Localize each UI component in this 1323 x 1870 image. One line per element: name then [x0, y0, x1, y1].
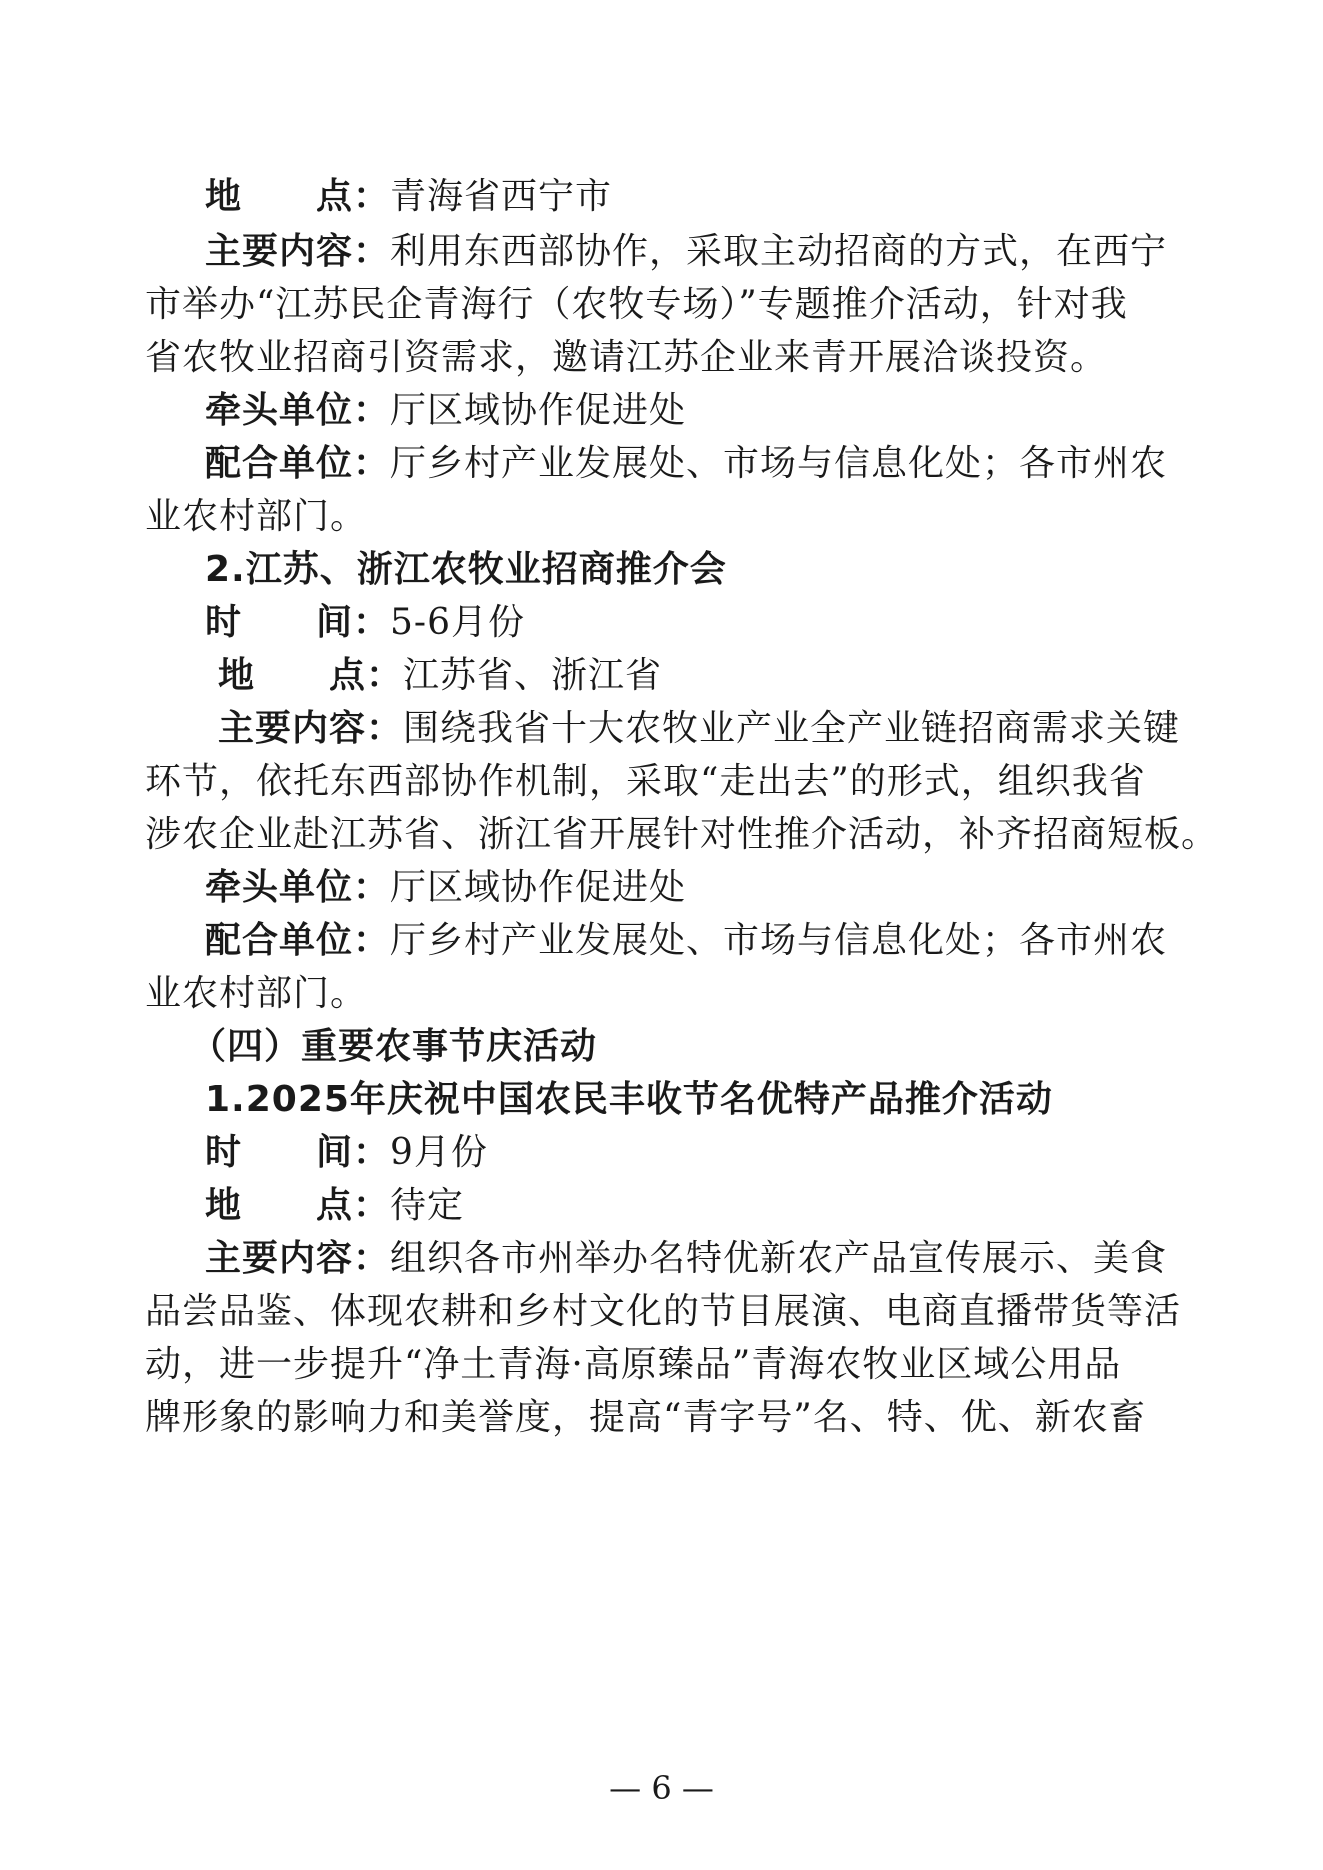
section-heading: （四）重要农事节庆活动 [190, 1026, 598, 1067]
content-text: 围绕我省十大农牧业产业全产业链招商需求关键 [403, 708, 1181, 749]
content-text: 利用东西部协作，采取主动招商的方式，在西宁 [390, 231, 1168, 272]
coop-line [205, 442, 1167, 486]
coop-line: 业农村部门。 [145, 973, 368, 1014]
content-line: 省农牧业招商引资需求，邀请江苏企业来青开展洽谈投资。 [145, 337, 1108, 378]
content-line [205, 1237, 1167, 1281]
page-number: — 6 — [609, 1769, 714, 1807]
location-label: 地 点： [218, 655, 404, 696]
time-line [205, 601, 525, 645]
location-line [205, 1184, 464, 1228]
location-label: 地 点： [205, 176, 391, 217]
section-title: 1.2025年庆祝中国农民丰收节名优特产品推介活动 [205, 1079, 1053, 1120]
coop-line: 业农村部门。 [145, 496, 368, 537]
content-line: 牌形象的影响力和美誉度，提高“青字号”名、特、优、新农畜 [145, 1397, 1146, 1438]
lead-label: 牵头单位： [205, 867, 391, 908]
content-line: 品尝品鉴、体现农耕和乡村文化的节目展演、电商直播带货等活 [145, 1291, 1182, 1332]
content-line: 环节，依托东西部协作机制，采取“走出去”的形式，组织我省 [145, 761, 1146, 802]
time-line [205, 1131, 488, 1175]
coop-label: 配合单位： [205, 920, 391, 961]
location-value: 待定 [390, 1185, 465, 1226]
coop-line [205, 919, 1167, 963]
lead-line [205, 866, 686, 910]
content-label: 主要内容： [218, 708, 404, 749]
lead-line [205, 389, 686, 433]
time-label: 时 间： [205, 1132, 391, 1173]
coop-text: 厅乡村产业发展处、市场与信息化处；各市州农 [390, 443, 1168, 484]
lead-value: 厅区域协作促进处 [390, 390, 687, 431]
content-text: 组织各市州举办名特优新农产品宣传展示、美食 [390, 1238, 1168, 1279]
coop-text: 厅乡村产业发展处、市场与信息化处；各市州农 [390, 920, 1168, 961]
content-line: 动，进一步提升“净土青海·高原臻品”青海农牧业区域公用品 [145, 1344, 1122, 1385]
content-line [205, 230, 1167, 274]
content-line [218, 707, 1180, 751]
section-title: 2.江苏、浙江农牧业招商推介会 [205, 549, 727, 590]
content-line: 市举办“江苏民企青海行（农牧专场）”专题推介活动，针对我 [145, 284, 1128, 325]
coop-label: 配合单位： [205, 443, 391, 484]
content-label: 主要内容： [205, 1238, 391, 1279]
time-value: 9月份 [390, 1132, 488, 1173]
location-line [205, 175, 612, 219]
time-value: 5-6月份 [390, 602, 525, 643]
lead-value: 厅区域协作促进处 [390, 867, 687, 908]
content-label: 主要内容： [205, 231, 391, 272]
location-value: 青海省西宁市 [390, 176, 613, 217]
location-label: 地 点： [205, 1185, 391, 1226]
time-label: 时 间： [205, 602, 391, 643]
location-value: 江苏省、浙江省 [403, 655, 663, 696]
location-line [218, 654, 662, 698]
content-line: 涉农企业赴江苏省、浙江省开展针对性推介活动，补齐招商短板。 [145, 814, 1219, 855]
lead-label: 牵头单位： [205, 390, 391, 431]
